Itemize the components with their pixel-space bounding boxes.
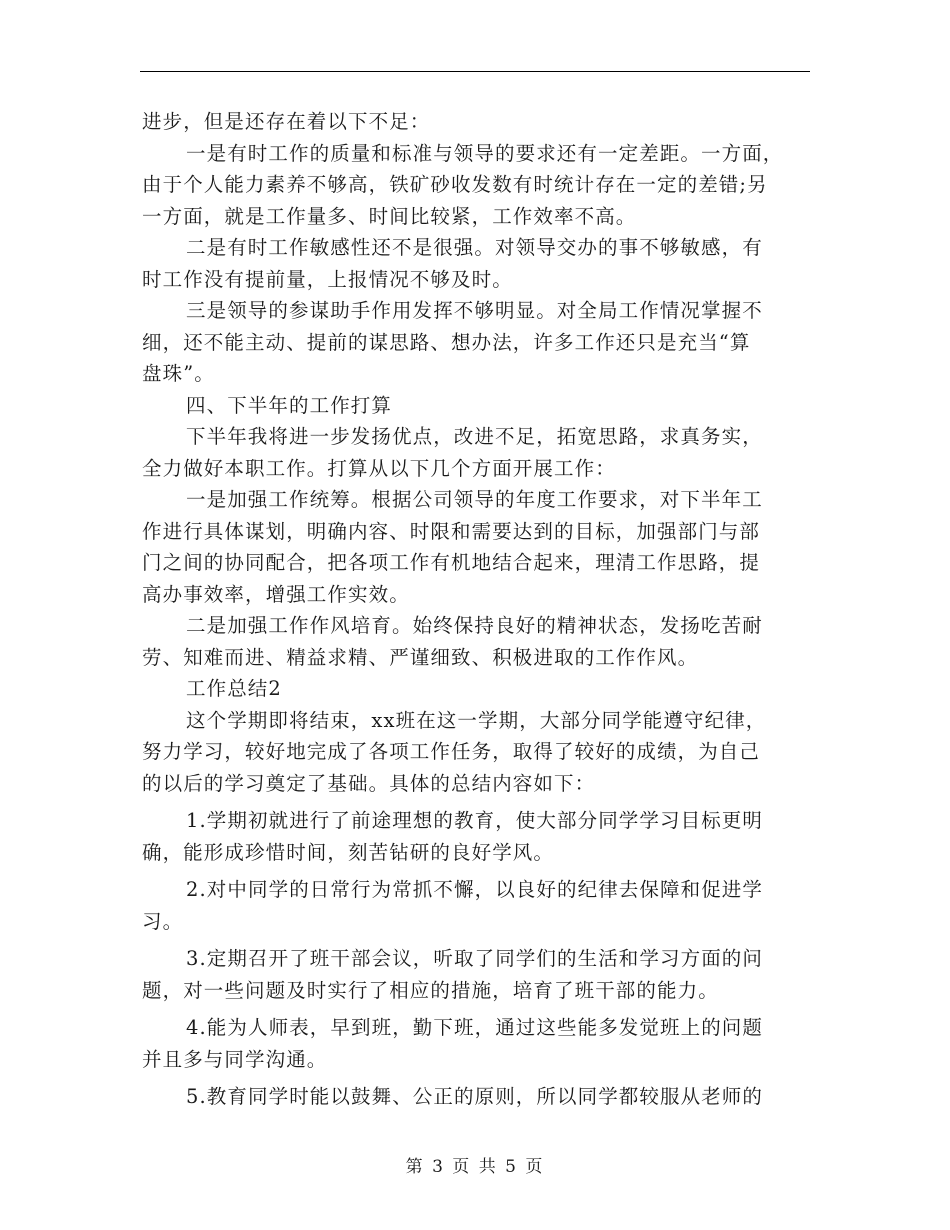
text-line: 高办事效率，增强工作实效。 bbox=[142, 582, 410, 606]
text-line: 三是领导的参谋助手作用发挥不够明显。对全局工作情况掌握不 bbox=[186, 299, 763, 322]
text-line: 由于个人能力素养不够高，铁矿砂收发数有时统计存在一定的差错;另 bbox=[142, 173, 768, 196]
list-item-line: 5.教育同学时能以鼓舞、公正的原则，所以同学都较服从老师的 bbox=[186, 1085, 764, 1108]
text-line: 细，还不能主动、提前的谋思路、想办法，许多工作还只是充当“算 bbox=[142, 330, 751, 354]
section-heading: 工作总结2 bbox=[186, 677, 282, 700]
text-line: 劳、知难而进、精益求精、严谨细致、积极进取的工作作风。 bbox=[142, 645, 699, 669]
text-line: 时工作没有提前量，上报情况不够及时。 bbox=[142, 267, 513, 291]
text-line: 并且多与同学沟通。 bbox=[142, 1047, 328, 1071]
text-line: 二是加强工作作风培育。始终保持良好的精神状态，发扬吃苦耐 bbox=[186, 614, 763, 637]
text-line: 确，能形成珍惜时间，刻苦钻研的良好学风。 bbox=[142, 840, 555, 864]
text-line: 这个学期即将结束，xx班在这一学期，大部分同学能遵守纪律， bbox=[186, 708, 767, 732]
text-line: 的以后的学习奠定了基础。具体的总结内容如下： bbox=[142, 771, 596, 795]
page-number: 第 3 页 共 5 页 bbox=[405, 1157, 545, 1177]
text-line: 一是有时工作的质量和标准与领导的要求还有一定差距。一方面， bbox=[186, 141, 784, 165]
text-line: 盘珠”。 bbox=[142, 362, 215, 385]
text-line: 进步，但是还存在着以下不足： bbox=[142, 110, 431, 133]
list-item-line: 1.学期初就进行了前途理想的教育，使大部分同学学习目标更明 bbox=[186, 809, 764, 832]
list-item-line: 2.对中同学的日常行为常抓不懈，以良好的纪律去保障和促进学 bbox=[186, 878, 764, 901]
text-line: 作进行具体谋划，明确内容、时限和需要达到的目标，加强部门与部 bbox=[142, 519, 761, 543]
text-line: 一方面，就是工作量多、时间比较紧，工作效率不高。 bbox=[142, 204, 637, 228]
list-item-line: 3.定期召开了班干部会议，听取了同学们的生活和学习方面的问 bbox=[186, 947, 764, 970]
text-line: 题，对一些问题及时实行了相应的措施，培育了班干部的能力。 bbox=[142, 978, 719, 1002]
text-line: 全力做好本职工作。打算从以下几个方面开展工作： bbox=[142, 456, 616, 480]
text-line: 门之间的协同配合，把各项工作有机地结合起来，理清工作思路，提 bbox=[142, 551, 761, 574]
text-line: 一是加强工作统筹。根据公司领导的年度工作要求，对下半年工 bbox=[186, 488, 763, 511]
document-body bbox=[142, 106, 810, 1113]
text-line: 习。 bbox=[142, 909, 184, 933]
list-item-line: 4.能为人师表，早到班，勤下班，通过这些能多发觉班上的问题 bbox=[186, 1016, 764, 1039]
header-rule bbox=[140, 71, 810, 72]
section-heading: 四、下半年的工作打算 bbox=[186, 393, 393, 417]
text-line: 努力学习，较好地完成了各项工作任务，取得了较好的成绩，为自己 bbox=[142, 740, 761, 763]
text-line: 下半年我将进一步发扬优点，改进不足，拓宽思路，求真务实， bbox=[186, 425, 763, 448]
text-line: 二是有时工作敏感性还不是很强。对领导交办的事不够敏感，有 bbox=[186, 236, 763, 259]
